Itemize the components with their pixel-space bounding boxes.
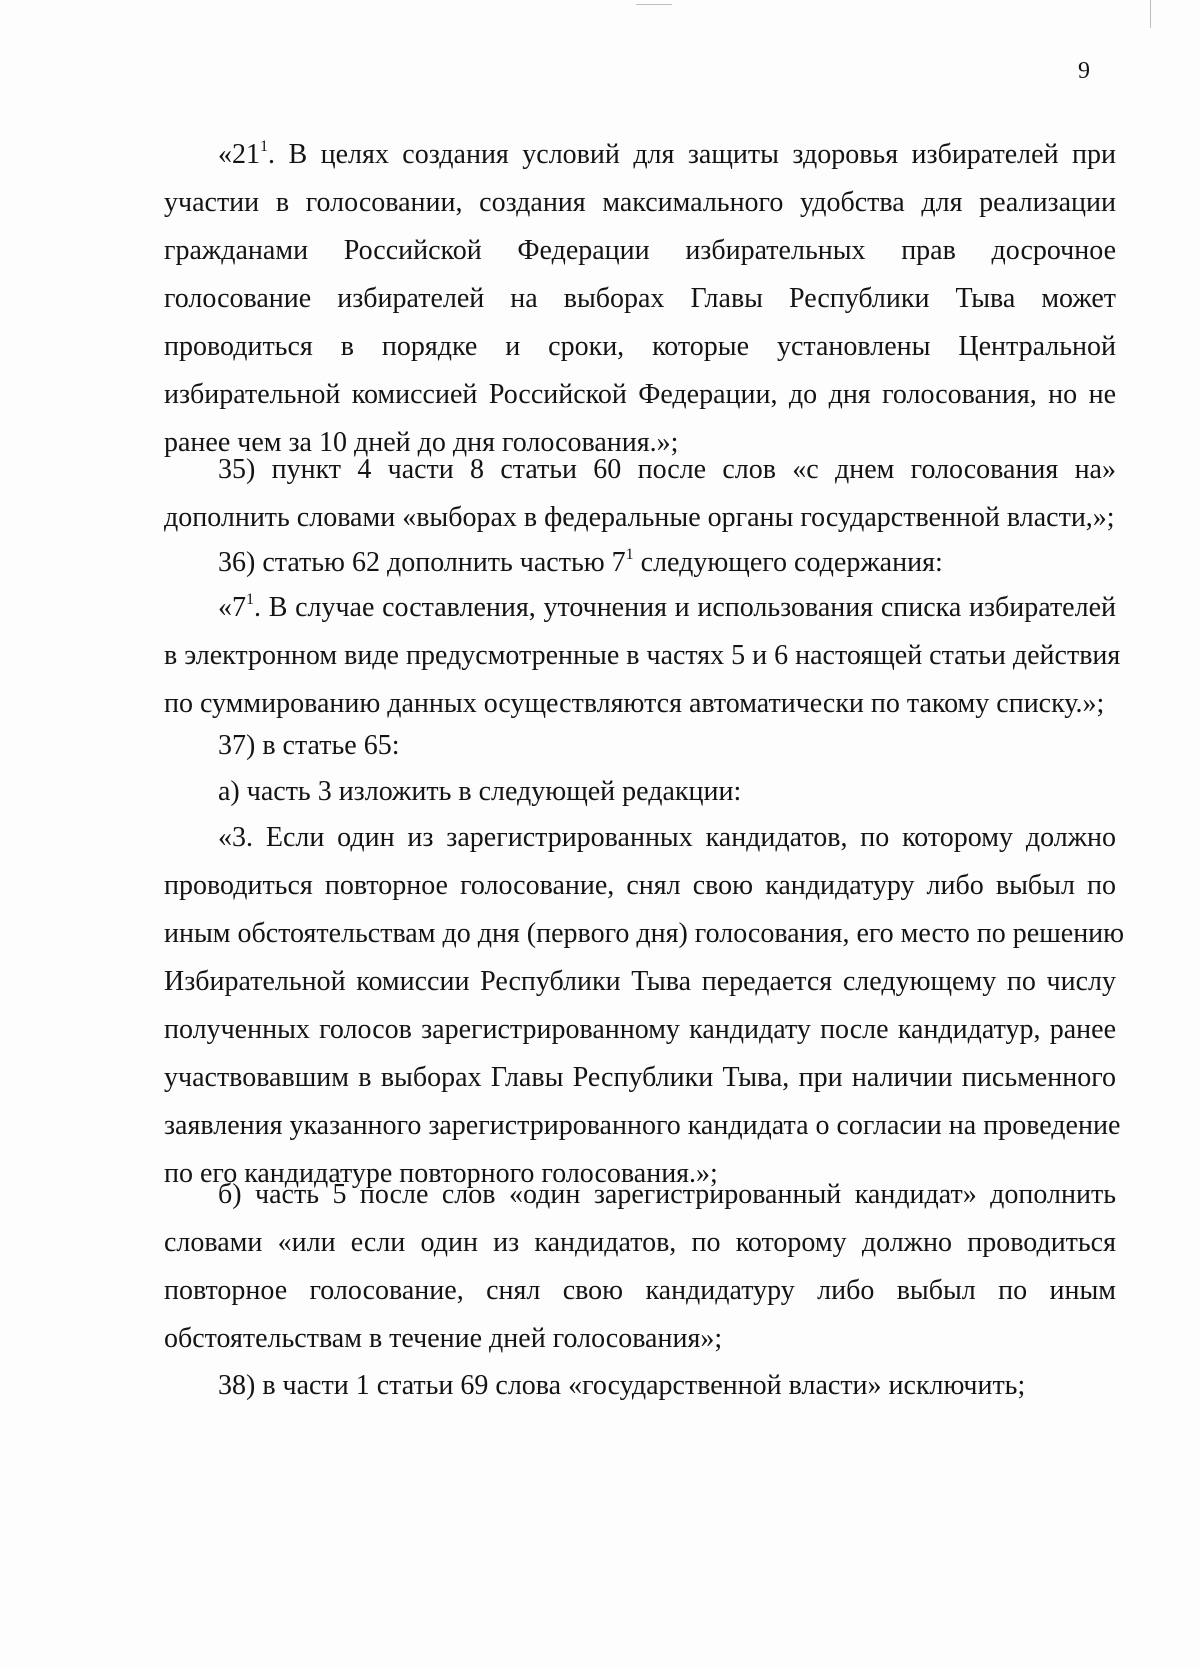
line-text: по его кандидатуре повторного голосования.»; (164, 1158, 718, 1189)
paragraph (164, 539, 1116, 587)
line-text: словами «или если один из кандидатов, по которому должно проводиться (164, 1227, 1116, 1258)
line-text: ранее чем за 10 дней до дня голосования.»; (164, 427, 679, 458)
text-line (164, 1315, 1116, 1363)
scan-mark-top (636, 4, 672, 5)
superscript: 1 (625, 546, 634, 563)
paragraph (164, 1362, 1116, 1410)
line-text: по суммированию данных осуществляются автоматически по такому списку.»; (164, 688, 1105, 719)
line-text: обстоятельствам в течение дней голосования»; (164, 1323, 723, 1354)
text-line: 36) статью 62 дополнить частью $7^1$ следующего содержания: (218, 546, 943, 578)
text-line (164, 1362, 1116, 1410)
line-text: в электронном виде предусмотренные в частях 5 и 6 настоящей статьи действия (164, 640, 1121, 671)
text-line (164, 1267, 1116, 1315)
text-line (164, 227, 1116, 275)
line-text: 38) в части 1 статьи 69 слова «государственной власти» исключить; (218, 1370, 1026, 1401)
paragraph (164, 131, 1116, 467)
line-text: иным обстоятельствам до дня (первого дня) голосования, его место по решению (164, 918, 1125, 949)
superscript: 1 (260, 138, 268, 155)
line-text: гражданами Российской Федерации избирательных прав досрочное (164, 235, 1116, 266)
text-line (164, 910, 1125, 958)
superscript: 1 (246, 591, 254, 608)
line-text: голосование избирателей на выборах Главы Республики Тыва может (164, 283, 1116, 314)
line-text: Избирательной комиссии Республики Тыва передается следующему по числу (164, 966, 1116, 997)
text-line (164, 768, 1116, 816)
text-line (164, 446, 1116, 494)
page-number: 9 (1078, 58, 1090, 84)
text-line (164, 862, 1116, 910)
line-text: 35) пункт 4 части 8 статьи 60 после слов «с днем голосования на» (218, 454, 1116, 485)
text-line (164, 1219, 1116, 1267)
line-text: «21 (218, 139, 260, 170)
paragraph (164, 722, 1116, 770)
line-text: заявления указанного зарегистрированного кандидата о согласии на проведение (164, 1110, 1121, 1141)
scan-mark-right (1150, 0, 1151, 28)
text-line (164, 1054, 1116, 1102)
text-line (164, 1102, 1121, 1150)
text-line (164, 632, 1121, 680)
text-line (164, 958, 1116, 1006)
text-line (164, 680, 1116, 728)
line-text: 37) в статье 65: (218, 730, 400, 761)
line-text: проводиться повторное голосование, снял свою кандидатуру либо выбыл по (164, 870, 1116, 901)
text-line (164, 814, 1116, 862)
text-line (164, 722, 1116, 770)
paragraph (164, 768, 1116, 816)
text-line (164, 1006, 1116, 1054)
paragraph (164, 814, 1125, 1198)
line-text: «7 (218, 592, 246, 623)
line-text: полученных голосов зарегистрированному кандидату после кандидатур, ранее (164, 1014, 1116, 1045)
text-line (164, 323, 1116, 371)
text-line (164, 275, 1116, 323)
text-line (164, 179, 1116, 227)
text-line: «$7^1$. В случае составления, уточнения и использования списка избирателей (218, 591, 1116, 623)
line-text: а) часть 3 изложить в следующей редакции: (218, 776, 742, 807)
text-line (164, 371, 1116, 419)
line-text: «3. Если один из зарегистрированных кандидатов, по которому должно (218, 822, 1116, 853)
paragraph (164, 584, 1121, 728)
line-text: проводиться в порядке и сроки, которые установлены Центральной (164, 331, 1116, 362)
text-line (164, 1171, 1116, 1219)
line-text: повторное голосование, снял свою кандидатуру либо выбыл по иным (164, 1275, 1116, 1306)
paragraph (164, 1171, 1116, 1363)
line-text: б) часть 5 после слов «один зарегистрированный кандидат» дополнить (218, 1179, 1116, 1210)
line-text: избирательной комиссией Российской Федерации, до дня голосования, но не (164, 379, 1116, 410)
text-line: «$21^1$. В целях создания условий для защиты здоровья избирателей при (218, 138, 1116, 170)
line-text: участии в голосовании, создания максимального удобства для реализации (164, 187, 1116, 218)
text-line (164, 494, 1116, 542)
line-text: дополнить словами «выборах в федеральные органы государственной власти,»; (164, 502, 1115, 533)
line-text: участвовавшим в выборах Главы Республики Тыва, при наличии письменного (164, 1062, 1116, 1093)
paragraph (164, 446, 1116, 542)
line-text: 36) статью 62 дополнить частью 7 (218, 547, 626, 578)
